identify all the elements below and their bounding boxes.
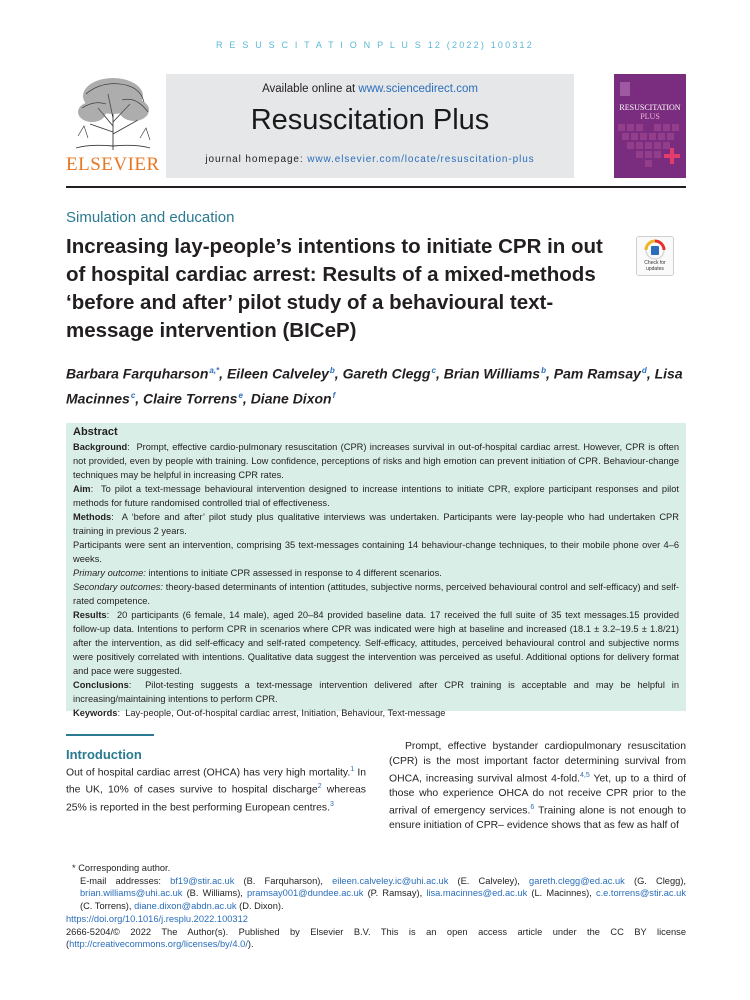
secondary-label: Secondary outcomes: (73, 582, 164, 592)
secondary-text: theory-based determinants of intention (attitudes, subjective norms, perceived behavioural control and self-efficacy) and self-rated competence. (73, 582, 679, 606)
aim-label: Aim (73, 484, 91, 494)
author-name[interactable]: Claire Torrens (143, 390, 238, 407)
homepage-prefix: journal homepage: (205, 154, 308, 165)
results-text: 20 participants (6 female, 14 male), aged 20–84 provided baseline data. 17 received the full suite of 35 text messages.15 provided follow-up data. Intentions to perform CPR in scenarios where CPR was indicated were high at baseline and increased (18.1 ± 3.2–19.5 ± 1.8/21) after the intervention, as did self-efficacy and self-rated competency. Self-efficacy, attitudes, perceived behavioural control and subjective norms were positively correlated with intentions. Qualitative data suggest the intervention was perceived as useful. Additional options for delivery format and pace were suggested. (73, 610, 680, 676)
methods-label: Methods (73, 512, 112, 522)
author-affiliation[interactable]: b (541, 366, 546, 375)
email-link[interactable]: c.e.torrens@stir.ac.uk (595, 888, 686, 899)
author-name[interactable]: Pam Ramsay (553, 365, 641, 382)
doi-link[interactable]: https://doi.org/10.1016/j.resplu.2022.100312 (66, 913, 248, 924)
sciencedirect-link[interactable]: www.sciencedirect.com (358, 83, 478, 95)
author-name[interactable]: Brian Williams (443, 365, 541, 382)
homepage-link[interactable]: www.elsevier.com/locate/resuscitation-plus (307, 154, 535, 165)
journal-info-box (166, 74, 574, 178)
email-link[interactable]: lisa.macinnes@ed.ac.uk (426, 888, 528, 899)
corresponding-author-note: * Corresponding author. (72, 863, 171, 873)
journal-header (66, 74, 686, 178)
author-separator: , (545, 365, 554, 382)
citation-6[interactable]: 6 (530, 804, 535, 812)
keywords-text: Lay-people, Out-of-hospital cardiac arrest, Initiation, Behaviour, Text-message (125, 708, 446, 718)
email-link[interactable]: brian.williams@uhi.ac.uk (80, 888, 183, 899)
check-updates-icon (637, 239, 673, 261)
intro-p2-b: Yet, up to a third of those who experience OHCA do not receive CPR prior to the arrival of emergency services. (389, 773, 686, 817)
author-name[interactable]: Gareth Clegg (342, 365, 431, 382)
introduction-heading: Introduction (66, 747, 142, 762)
introduction-rule (66, 734, 154, 736)
email-link[interactable]: diane.dixon@abdn.ac.uk (134, 901, 237, 912)
abstract-methods-2: Participants were sent an intervention, comprising 35 text-messages containing 14 behaviour-change techniques, to their mobile phone over 4–6 weeks. (73, 540, 679, 564)
check-updates-label (637, 260, 673, 272)
publisher-wordmark: ELSEVIER (66, 154, 160, 175)
author-affiliation[interactable]: c (431, 366, 436, 375)
journal-cover (614, 74, 686, 178)
email-addresses (66, 875, 686, 913)
intro-p2-c: Training alone is not enough to ensure initiation of CPR– evidence shows that as few as half of (389, 805, 686, 832)
abstract-results: Results: 20 participants (6 female, 14 male), aged 20–84 provided baseline data. 17 received the full suite of 35 text messages.15 provided follow-up data. Intentions to perform CPR in scenarios where CPR was indicated were high at baseline and increased (18.1 ± 3.2–19.5 ± 1.8/21) after the intervention, as did self-efficacy and self-rated competency. Self-efficacy, attitudes, perceived behavioural control and subjective norms were positively correlated with intentions. Qualitative data suggest the intervention was perceived as useful. Additional options for delivery format and pace were suggested. (73, 610, 680, 676)
header-divider (66, 186, 686, 188)
email-link[interactable]: bf19@stir.ac.uk (170, 875, 235, 886)
author-name[interactable]: Lisa Macinnes (66, 365, 683, 407)
doi-line (66, 913, 686, 926)
author-separator: , (435, 365, 444, 382)
email-owner: (B. Farquharson), (234, 875, 333, 886)
cover-title-sub: PLUS (640, 112, 660, 121)
author-affiliation[interactable]: a,* (209, 366, 220, 375)
background-label: Background (73, 442, 128, 452)
methods-text: A ‘before and after’ pilot study plus qualitative interviews was undertaken. Participants were lay-people who had undertaken CPR training in previous 2 years. (73, 512, 679, 536)
abstract-heading: Abstract (73, 426, 118, 438)
author-name[interactable]: Eileen Calveley (226, 365, 329, 382)
check-updates-line2: updates (646, 266, 664, 272)
article-title: Increasing lay-people’s intentions to initiate CPR in out of hospital cardiac arrest: Results of a mixed-methods ‘before and after’ pilot study of a behavioural text-message intervention (BICeP) (66, 235, 603, 342)
email-owner: (E. Calveley), (448, 875, 530, 886)
citation-2[interactable]: 2 (317, 783, 322, 791)
abstract-box (66, 423, 686, 718)
license-text-b: ). (247, 939, 254, 950)
cover-title (614, 103, 686, 121)
author-separator: , (242, 390, 251, 407)
email-owner: (C. Torrens), (80, 901, 135, 912)
author-separator: , (334, 365, 343, 382)
check-updates-line1: Check for (644, 260, 666, 266)
author-affiliation[interactable]: e (238, 390, 243, 400)
citation-3[interactable]: 3 (329, 801, 334, 809)
keywords-label: Keywords (73, 708, 118, 718)
author-affiliation[interactable]: d (641, 366, 647, 375)
right-column (389, 740, 686, 834)
introduction-paragraph-2 (389, 740, 686, 834)
elsevier-tree-icon (70, 74, 156, 152)
author-affiliation[interactable]: f (332, 390, 336, 400)
abstract-conclusions: Conclusions: Pilot-testing suggests a text-message intervention delivered after CPR training is acceptable and may be helpful in increasing/maintaining intentions to perform CPR. (73, 680, 680, 704)
intro-p1-b: In the UK, 10% of cases survive to hospital discharge (66, 766, 367, 796)
footnotes (66, 862, 686, 951)
available-prefix: Available online at (262, 83, 359, 95)
license-line (66, 926, 686, 951)
introduction-paragraph-1 (66, 763, 366, 817)
conclusions-text: Pilot-testing suggests a text-message intervention delivered after CPR training is acceptable and may be helpful in increasing/maintaining intentions to perform CPR. (73, 680, 680, 704)
abstract-secondary-outcomes (73, 580, 679, 608)
background-text: Prompt, effective cardio-pulmonary resuscitation (CPR) increases survival in out-of-hospital cardiac arrest. However, CPR is often not provided, even by people with training. Low confidence, perceptions of risks and high emotion can prevent initiation of CPR. Behaviour-change techniques may be helpful in increasing CPR rates. (73, 442, 680, 480)
available-online (166, 83, 574, 95)
abstract-background: Background: Prompt, effective cardio-pulmonary resuscitation (CPR) increases survival in out-of-hospital cardiac arrest. However, CPR is often not provided, even by people with training. Low confidence, perceptions of risks and high emotion can prevent initiation of CPR. Behaviour-change techniques may be helpful in increasing CPR rates. (73, 442, 680, 480)
email-owner: (L. Macinnes), (527, 888, 596, 899)
abstract-methods: Methods: A ‘before and after’ pilot study plus qualitative interviews was undertaken. Participants were lay-people who had undertaken CPR training in previous 2 years. (73, 512, 679, 536)
primary-label: Primary outcome: (73, 568, 146, 578)
author-separator: , (219, 365, 227, 382)
email-link[interactable]: pramsay001@dundee.ac.uk (247, 888, 364, 899)
elsevier-logo (66, 74, 158, 178)
running-head: R E S U S C I T A T I O N P L U S 12 (2022) 100312 (216, 40, 534, 50)
intro-p1-c: whereas 25% is reported in the best performing European centres. (66, 784, 366, 814)
check-for-updates-button[interactable] (636, 236, 674, 276)
section-label: Simulation and education (66, 209, 235, 226)
email-owner: (B. Williams), (182, 888, 248, 899)
email-owner: (G. Clegg), (624, 875, 687, 886)
email-label: E-mail addresses: (80, 875, 171, 886)
license-text-a: 2666-5204/© 2022 The Author(s). Published by Elsevier B.V. This is an open access article under the CC BY license ( (66, 926, 686, 950)
results-label: Results (73, 610, 107, 620)
citation-1[interactable]: 1 (350, 765, 355, 773)
author-affiliation[interactable]: b (329, 366, 335, 375)
intro-p2-a: Prompt, effective bystander cardiopulmonary resuscitation (CPR) is the most important factor determining survival from OHCA, increasing survival almost 4-fold. (389, 741, 686, 785)
author-name[interactable]: Diane Dixon (250, 390, 332, 407)
author-separator: , (646, 365, 655, 382)
author-name[interactable]: Barbara Farquharson (66, 365, 209, 382)
abstract-aim: Aim: To pilot a text-message behavioural intervention designed to increase intentions to initiate CPR, explore participant responses and pilot methods for future randomised controlled trial of effectiveness. (73, 484, 679, 508)
conclusions-label: Conclusions (73, 680, 129, 690)
author-list (66, 360, 686, 409)
primary-text: intentions to initiate CPR assessed in response to 4 different scenarios. (148, 568, 442, 578)
author-affiliation[interactable]: c (130, 390, 136, 400)
email-owner: (D. Dixon). (236, 901, 284, 912)
email-link[interactable]: eileen.calveley.ic@uhi.ac.uk (332, 875, 449, 886)
journal-title: Resuscitation Plus (250, 104, 490, 136)
email-link[interactable]: gareth.clegg@ed.ac.uk (529, 875, 625, 886)
cover-pattern-icon (614, 74, 686, 178)
citation-4-5[interactable]: 4,5 (580, 772, 590, 779)
abstract-primary-outcome (73, 566, 679, 580)
intro-p1-a: Out of hospital cardiac arrest (OHCA) has very high mortality. (66, 766, 351, 778)
left-column (66, 748, 366, 816)
license-link[interactable]: http://creativecommons.org/licenses/by/4.0/ (69, 939, 248, 950)
author-separator: , (135, 390, 144, 407)
journal-homepage (166, 154, 574, 165)
cover-title-main: RESUSCITATION (619, 103, 681, 112)
email-owner: (P. Ramsay), (363, 888, 427, 899)
abstract-keywords: Keywords: Lay-people, Out-of-hospital cardiac arrest, Initiation, Behaviour, Text-message (73, 708, 446, 718)
aim-text: To pilot a text-message behavioural intervention designed to increase intentions to initiate CPR, explore participant responses and pilot methods for future randomised controlled trial of effectiveness. (73, 484, 679, 508)
